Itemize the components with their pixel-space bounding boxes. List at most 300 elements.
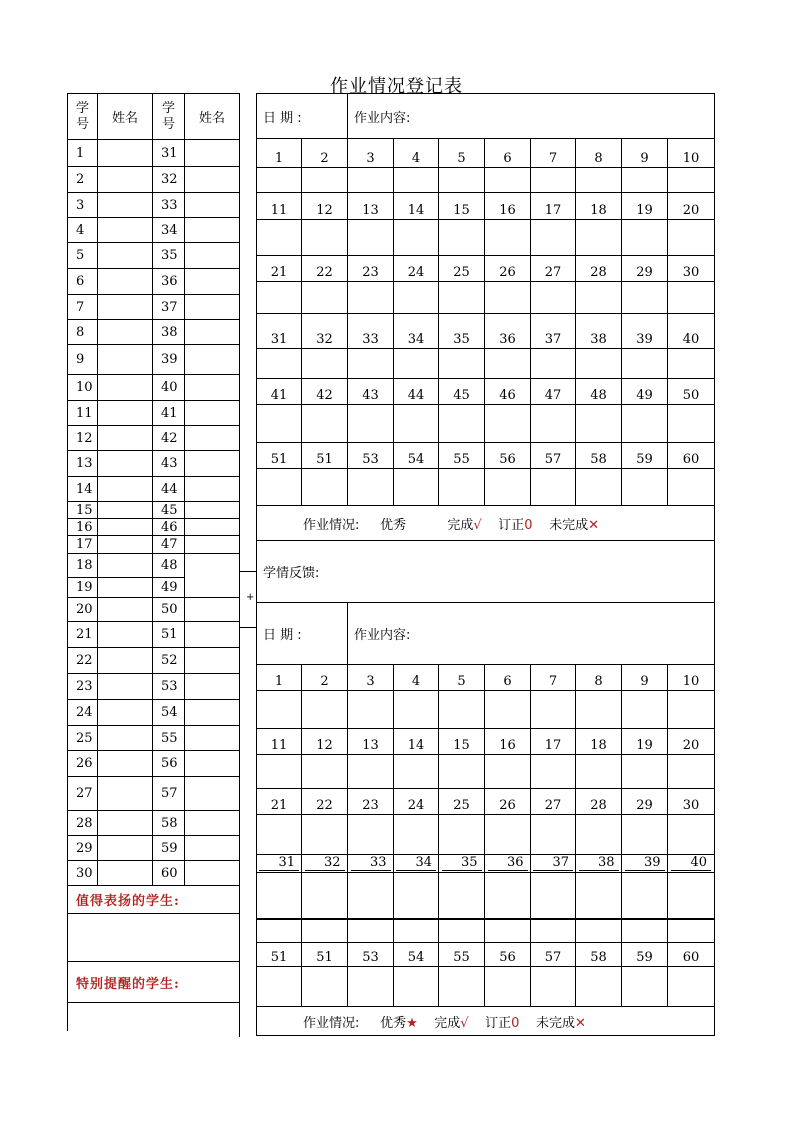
homework-mark-cell[interactable] (668, 919, 715, 943)
homework-mark-cell[interactable] (576, 967, 622, 1007)
student-name-cell[interactable] (98, 477, 153, 502)
homework-mark-cell[interactable] (531, 282, 576, 314)
homework-number: 60 (668, 943, 715, 967)
table-row (68, 536, 240, 554)
homework-mark-cell[interactable] (622, 873, 668, 919)
homework-mark-cell[interactable] (576, 919, 622, 943)
student-name-cell[interactable] (98, 554, 153, 578)
homework-number: 13 (348, 193, 394, 220)
student-name-cell[interactable] (98, 426, 153, 451)
student-roster-table (67, 93, 240, 1031)
homework-mark-cell[interactable] (622, 919, 668, 943)
homework-number: 31 (257, 314, 302, 349)
table-row (68, 243, 240, 269)
homework-number: 25 (439, 789, 485, 815)
homework-mark-cell[interactable] (348, 691, 394, 729)
student-name-cell[interactable] (98, 243, 153, 269)
student-name-cell[interactable] (185, 477, 240, 502)
student-name-cell[interactable] (185, 700, 240, 726)
homework-number: 9 (622, 665, 668, 691)
homework-mark-cell[interactable] (257, 469, 302, 506)
homework-number: 17 (531, 193, 576, 220)
homework-number: 33 (348, 314, 394, 349)
homework-number: 2 (302, 139, 348, 168)
homework-mark-cell[interactable] (485, 282, 531, 314)
homework-mark-cell[interactable] (576, 815, 622, 855)
homework-mark-cell[interactable] (302, 405, 348, 443)
homework-mark-cell[interactable] (394, 873, 439, 919)
homework-mark-cell[interactable] (668, 282, 715, 314)
student-no: 6 (68, 269, 98, 295)
student-name-cell[interactable] (185, 345, 240, 375)
homework-mark-cell[interactable] (485, 967, 531, 1007)
student-name-cell[interactable] (185, 519, 240, 536)
homework-mark-cell[interactable] (531, 919, 576, 943)
homework-number: 33 (348, 855, 394, 873)
student-no: 16 (68, 519, 98, 536)
homework-mark-cell[interactable] (439, 405, 485, 443)
student-name-cell[interactable] (98, 861, 153, 886)
homework-status-legend: 作业情况: 优秀★ 完成√ 订正0 未完成✕ (257, 1007, 715, 1036)
student-no: 46 (153, 519, 185, 536)
student-name-cell[interactable] (98, 598, 153, 622)
homework-mark-cell[interactable] (531, 873, 576, 919)
date-label: 日 期 : (257, 603, 348, 665)
table-row (68, 477, 240, 502)
homework-mark-cell[interactable] (394, 349, 439, 379)
homework-mark-cell[interactable] (485, 220, 531, 256)
student-name-cell[interactable] (185, 811, 240, 836)
homework-mark-cell[interactable] (668, 691, 715, 729)
student-name-cell[interactable] (98, 648, 153, 674)
homework-mark-cell[interactable] (485, 405, 531, 443)
homework-mark-cell[interactable] (485, 815, 531, 855)
student-no: 59 (153, 836, 185, 861)
homework-number: 26 (485, 789, 531, 815)
homework-mark-cell[interactable] (394, 282, 439, 314)
homework-number: 54 (394, 443, 439, 469)
homework-mark-cell[interactable] (576, 168, 622, 193)
homework-number: 36 (485, 314, 531, 349)
homework-mark-cell[interactable] (302, 220, 348, 256)
homework-number: 46 (485, 379, 531, 405)
homework-mark-cell[interactable] (622, 282, 668, 314)
homework-number: 3 (348, 139, 394, 168)
student-name-cell[interactable] (185, 243, 240, 269)
homework-mark-cell[interactable] (531, 755, 576, 789)
table-row (68, 167, 240, 193)
homework-number: 2 (302, 665, 348, 691)
student-name-cell[interactable] (98, 726, 153, 751)
table-row (68, 345, 240, 375)
student-name-cell[interactable] (98, 295, 153, 320)
table-row (68, 726, 240, 751)
student-name-cell[interactable] (185, 375, 240, 401)
student-no: 39 (153, 345, 185, 375)
student-name-cell[interactable] (185, 622, 240, 648)
student-name-cell[interactable] (185, 751, 240, 777)
homework-mark-cell[interactable] (485, 919, 531, 943)
table-row (68, 320, 240, 345)
homework-number: 9 (622, 139, 668, 168)
homework-mark-cell[interactable] (439, 967, 485, 1007)
homework-mark-cell[interactable] (485, 349, 531, 379)
homework-number: 4 (394, 139, 439, 168)
student-name-cell[interactable] (185, 167, 240, 193)
student-name-cell[interactable] (98, 519, 153, 536)
student-no: 47 (153, 536, 185, 554)
homework-number: 21 (257, 256, 302, 282)
homework-number: 51 (302, 443, 348, 469)
homework-mark-cell[interactable] (576, 220, 622, 256)
student-name-cell[interactable] (98, 674, 153, 700)
homework-mark-cell[interactable] (394, 691, 439, 729)
homework-mark-cell[interactable] (348, 873, 394, 919)
homework-number: 7 (531, 665, 576, 691)
student-no: 19 (68, 578, 98, 598)
homework-mark-cell[interactable] (439, 755, 485, 789)
student-no: 42 (153, 426, 185, 451)
remind-label: 特别提醒的学生: (68, 962, 240, 1003)
student-no: 41 (153, 401, 185, 426)
homework-mark-cell[interactable] (576, 469, 622, 506)
student-name-cell[interactable] (185, 426, 240, 451)
table-row (68, 811, 240, 836)
homework-mark-cell[interactable] (485, 755, 531, 789)
homework-number: 22 (302, 256, 348, 282)
homework-mark-cell[interactable] (622, 405, 668, 443)
homework-mark-cell[interactable] (302, 967, 348, 1007)
student-name-cell[interactable] (98, 811, 153, 836)
student-no: 26 (68, 751, 98, 777)
table-row (68, 426, 240, 451)
praise-input-area[interactable] (68, 914, 240, 962)
homework-number: 22 (302, 789, 348, 815)
homework-number: 47 (531, 379, 576, 405)
homework-mark-cell[interactable] (622, 168, 668, 193)
divider-line (239, 627, 256, 628)
student-no: 3 (68, 193, 98, 218)
student-name-cell[interactable] (185, 269, 240, 295)
homework-number: 51 (257, 943, 302, 967)
homework-number: 32 (302, 855, 348, 873)
homework-mark-cell[interactable] (439, 691, 485, 729)
student-no: 50 (153, 598, 185, 622)
homework-mark-cell[interactable] (257, 168, 302, 193)
homework-content-label: 作业内容: (348, 603, 715, 665)
homework-number: 15 (439, 193, 485, 220)
student-no: 23 (68, 674, 98, 700)
homework-mark-cell[interactable] (531, 349, 576, 379)
homework-number: 42 (302, 379, 348, 405)
student-name-cell[interactable] (185, 674, 240, 700)
homework-mark-cell[interactable] (668, 349, 715, 379)
student-no: 22 (68, 648, 98, 674)
student-name-cell[interactable] (185, 777, 240, 811)
student-no: 14 (68, 477, 98, 502)
homework-mark-cell[interactable] (302, 755, 348, 789)
homework-mark-cell[interactable] (439, 282, 485, 314)
homework-mark-cell[interactable] (302, 469, 348, 506)
homework-number: 16 (485, 729, 531, 755)
homework-mark-cell[interactable] (348, 815, 394, 855)
check-icon: √ (460, 1015, 469, 1031)
student-no: 21 (68, 622, 98, 648)
student-name-cell[interactable] (185, 502, 240, 519)
divider-line (239, 93, 240, 1037)
student-name-cell[interactable] (185, 320, 240, 345)
homework-mark-cell[interactable] (485, 469, 531, 506)
homework-number: 36 (485, 855, 531, 873)
student-no: 29 (68, 836, 98, 861)
student-no: 37 (153, 295, 185, 320)
homework-mark-cell[interactable] (302, 282, 348, 314)
homework-number: 3 (348, 665, 394, 691)
table-row (68, 401, 240, 426)
homework-mark-cell[interactable] (348, 282, 394, 314)
student-no: 35 (153, 243, 185, 269)
student-name-cell[interactable] (98, 777, 153, 811)
student-name-cell[interactable] (185, 536, 240, 554)
homework-mark-cell[interactable] (439, 873, 485, 919)
header-student-no-1: 学 号 (68, 94, 98, 140)
homework-number: 17 (531, 729, 576, 755)
homework-mark-cell[interactable] (348, 220, 394, 256)
homework-mark-cell[interactable] (622, 220, 668, 256)
student-no: 24 (68, 700, 98, 726)
homework-number: 44 (394, 379, 439, 405)
homework-mark-cell[interactable] (668, 815, 715, 855)
divider-line (239, 571, 256, 572)
table-row (68, 218, 240, 243)
homework-mark-cell[interactable] (439, 815, 485, 855)
homework-number: 30 (668, 256, 715, 282)
student-no: 5 (68, 243, 98, 269)
homework-mark-cell[interactable] (302, 919, 348, 943)
homework-mark-cell[interactable] (257, 967, 302, 1007)
homework-mark-cell[interactable] (622, 691, 668, 729)
homework-mark-cell[interactable] (439, 919, 485, 943)
homework-mark-cell[interactable] (348, 919, 394, 943)
homework-mark-cell[interactable] (531, 469, 576, 506)
student-name-cell[interactable] (185, 726, 240, 751)
student-no: 57 (153, 777, 185, 811)
student-name-cell[interactable] (98, 193, 153, 218)
homework-mark-cell[interactable] (668, 967, 715, 1007)
student-name-cell[interactable] (185, 140, 240, 167)
homework-mark-cell[interactable] (348, 967, 394, 1007)
homework-mark-cell[interactable] (622, 755, 668, 789)
homework-mark-cell[interactable] (302, 873, 348, 919)
homework-mark-cell[interactable] (348, 349, 394, 379)
homework-mark-cell[interactable] (531, 168, 576, 193)
homework-number: 26 (485, 256, 531, 282)
header-student-no-2: 学 号 (153, 94, 185, 140)
homework-number: 34 (394, 314, 439, 349)
homework-mark-cell[interactable] (394, 815, 439, 855)
homework-mark-cell[interactable] (257, 282, 302, 314)
homework-mark-cell[interactable] (531, 967, 576, 1007)
homework-mark-cell[interactable] (257, 755, 302, 789)
homework-mark-cell[interactable] (576, 405, 622, 443)
homework-number: 58 (576, 443, 622, 469)
homework-mark-cell[interactable] (302, 349, 348, 379)
student-no: 20 (68, 598, 98, 622)
student-name-cell[interactable] (98, 320, 153, 345)
homework-mark-cell[interactable] (668, 469, 715, 506)
homework-mark-cell[interactable] (576, 755, 622, 789)
homework-number: 4 (394, 665, 439, 691)
student-name-cell[interactable] (98, 700, 153, 726)
homework-mark-cell[interactable] (257, 873, 302, 919)
student-name-cell[interactable] (98, 536, 153, 554)
student-name-cell[interactable] (185, 451, 240, 477)
homework-number: 57 (531, 443, 576, 469)
homework-number: 15 (439, 729, 485, 755)
homework-mark-cell[interactable] (622, 349, 668, 379)
homework-mark-cell[interactable] (348, 405, 394, 443)
student-name-cell[interactable] (185, 861, 240, 886)
student-name-cell[interactable] (98, 836, 153, 861)
homework-number: 5 (439, 665, 485, 691)
student-name-cell[interactable] (98, 345, 153, 375)
student-name-cell[interactable] (98, 451, 153, 477)
student-name-cell[interactable] (98, 502, 153, 519)
homework-mark-cell[interactable] (576, 349, 622, 379)
homework-mark-cell[interactable] (622, 967, 668, 1007)
student-no: 11 (68, 401, 98, 426)
student-name-cell[interactable] (98, 140, 153, 167)
homework-mark-cell[interactable] (668, 755, 715, 789)
homework-number: 12 (302, 729, 348, 755)
table-row (68, 700, 240, 726)
cross-icon: ✕ (574, 1015, 586, 1031)
student-name-cell[interactable] (98, 401, 153, 426)
homework-number: 5 (439, 139, 485, 168)
homework-mark-cell[interactable] (257, 220, 302, 256)
homework-mark-cell[interactable] (485, 873, 531, 919)
homework-number: 18 (576, 729, 622, 755)
homework-mark-cell[interactable] (394, 220, 439, 256)
homework-mark-cell[interactable] (576, 873, 622, 919)
student-no: 7 (68, 295, 98, 320)
homework-number: 34 (394, 855, 439, 873)
homework-mark-cell[interactable] (394, 755, 439, 789)
student-name-cell[interactable] (98, 751, 153, 777)
homework-number: 21 (257, 789, 302, 815)
homework-mark-cell[interactable] (668, 405, 715, 443)
homework-mark-cell[interactable] (394, 919, 439, 943)
homework-mark-cell[interactable] (439, 469, 485, 506)
homework-mark-cell[interactable] (257, 405, 302, 443)
student-name-cell[interactable] (185, 218, 240, 243)
student-name-cell[interactable] (98, 218, 153, 243)
homework-number: 23 (348, 256, 394, 282)
table-row (68, 269, 240, 295)
student-name-cell[interactable] (98, 375, 153, 401)
homework-number: 11 (257, 193, 302, 220)
homework-number: 40 (668, 855, 715, 873)
homework-mark-cell[interactable] (622, 469, 668, 506)
student-no: 32 (153, 167, 185, 193)
homework-number: 37 (531, 855, 576, 873)
student-no: 27 (68, 777, 98, 811)
student-name-cell[interactable] (185, 598, 240, 622)
remind-input-area[interactable] (68, 1003, 240, 1031)
homework-mark-cell[interactable] (668, 168, 715, 193)
table-row (68, 451, 240, 477)
homework-mark-cell[interactable] (394, 967, 439, 1007)
homework-mark-cell[interactable] (531, 220, 576, 256)
student-no: 44 (153, 477, 185, 502)
homework-mark-cell[interactable] (302, 168, 348, 193)
homework-mark-cell[interactable] (302, 815, 348, 855)
homework-mark-cell[interactable] (531, 815, 576, 855)
homework-mark-cell[interactable] (531, 405, 576, 443)
homework-number: 27 (531, 789, 576, 815)
homework-mark-cell[interactable] (257, 349, 302, 379)
homework-mark-cell[interactable] (439, 168, 485, 193)
star-icon: ★ (406, 1015, 418, 1031)
homework-number: 51 (302, 943, 348, 967)
homework-mark-cell[interactable] (257, 815, 302, 855)
feedback-label: 学情反馈: (257, 541, 715, 603)
homework-mark-cell[interactable] (302, 691, 348, 729)
homework-mark-cell[interactable] (348, 168, 394, 193)
homework-number: 6 (485, 665, 531, 691)
homework-mark-cell[interactable] (622, 815, 668, 855)
student-name-cell[interactable] (185, 648, 240, 674)
homework-mark-cell[interactable] (531, 691, 576, 729)
homework-mark-cell[interactable] (576, 691, 622, 729)
homework-mark-cell[interactable] (348, 755, 394, 789)
homework-number: 30 (668, 789, 715, 815)
homework-mark-cell[interactable] (485, 691, 531, 729)
homework-mark-cell[interactable] (439, 349, 485, 379)
student-name-cell[interactable] (185, 193, 240, 218)
student-name-cell[interactable] (185, 295, 240, 320)
student-name-cell[interactable] (98, 167, 153, 193)
homework-mark-cell[interactable] (439, 220, 485, 256)
homework-number: 10 (668, 139, 715, 168)
student-name-cell[interactable] (98, 269, 153, 295)
student-no: 25 (68, 726, 98, 751)
student-name-cell[interactable] (185, 554, 240, 598)
homework-number: 27 (531, 256, 576, 282)
homework-mark-cell[interactable] (394, 469, 439, 506)
student-no: 43 (153, 451, 185, 477)
student-no: 54 (153, 700, 185, 726)
student-no: 8 (68, 320, 98, 345)
homework-mark-cell[interactable] (485, 168, 531, 193)
homework-number: 19 (622, 729, 668, 755)
homework-mark-cell[interactable] (257, 919, 302, 943)
homework-mark-cell[interactable] (668, 220, 715, 256)
homework-mark-cell[interactable] (394, 168, 439, 193)
homework-mark-cell[interactable] (394, 405, 439, 443)
student-name-cell[interactable] (185, 836, 240, 861)
homework-mark-cell[interactable] (576, 282, 622, 314)
student-name-cell[interactable] (185, 401, 240, 426)
homework-mark-cell[interactable] (348, 469, 394, 506)
student-name-cell[interactable] (98, 578, 153, 598)
homework-mark-cell[interactable] (668, 873, 715, 919)
homework-number: 45 (439, 379, 485, 405)
student-no: 18 (68, 554, 98, 578)
student-name-cell[interactable] (98, 622, 153, 648)
student-no: 45 (153, 502, 185, 519)
homework-mark-cell[interactable] (257, 691, 302, 729)
